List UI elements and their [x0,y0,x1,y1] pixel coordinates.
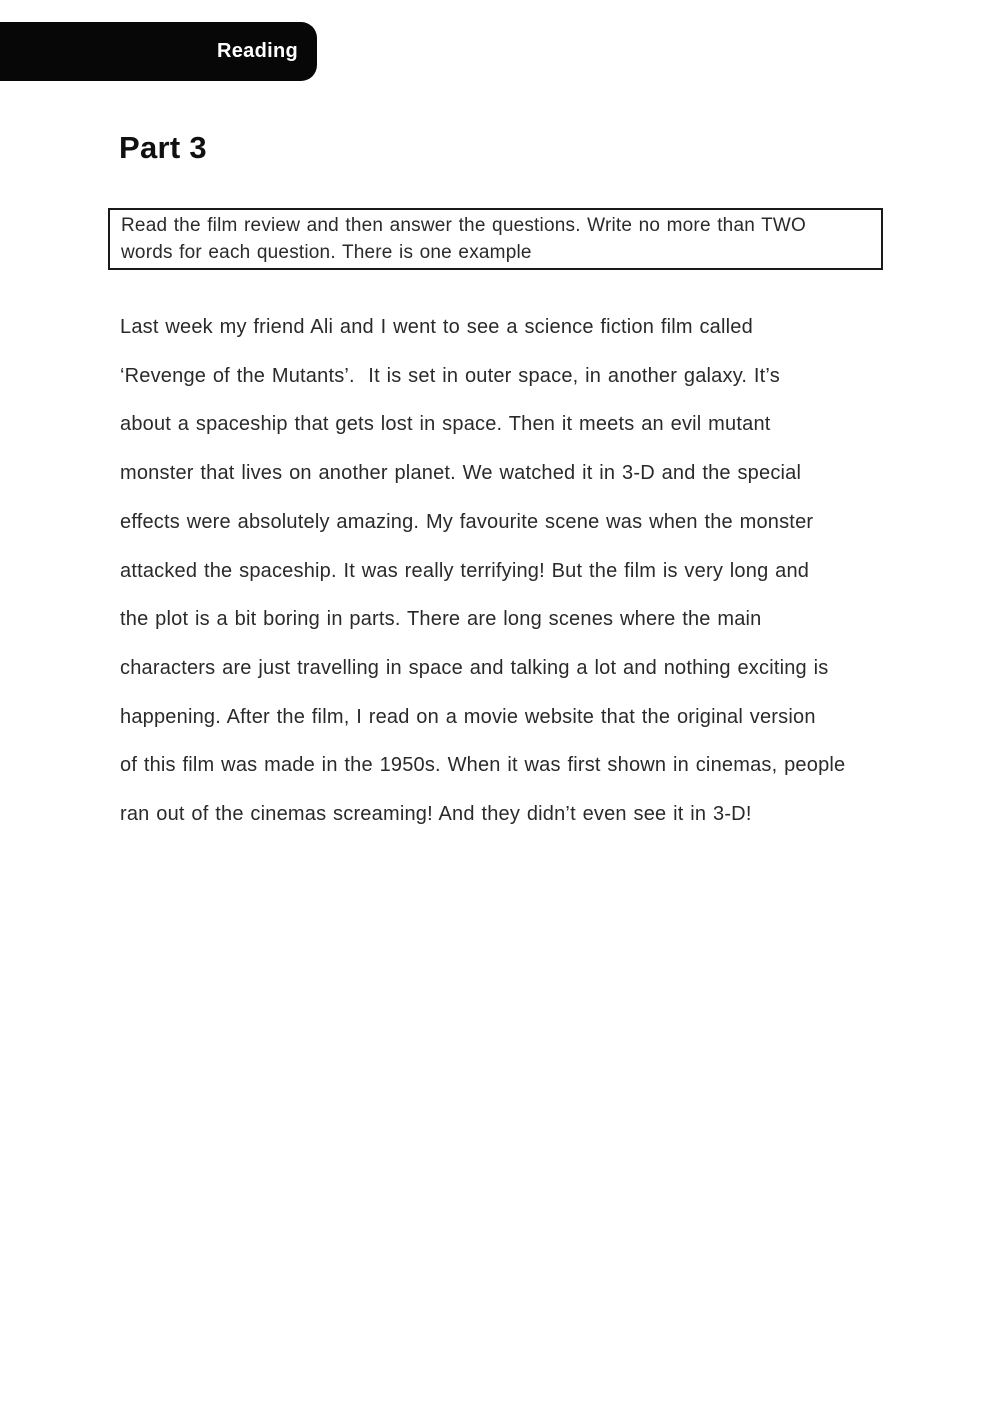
reading-section-tab [0,22,317,81]
article-line: Last week my friend Ali and I went to see a science fiction film called [120,316,753,338]
article-line: attacked the spaceship. It was really terrifying! But the film is very long and [120,559,810,582]
instruction-line: Read the film review and then answer the questions. Write no more than TWO [121,215,807,236]
page-title: Part 3 [119,130,207,165]
article-line: ran out of the cinemas screaming! And they didn’t even see it in 3-D! [120,803,752,826]
article-line: of this film was made in the 1950s. When it was first shown in cinemas, people [120,754,846,777]
article-line: ‘Revenge of the Mutants’. It is set in outer space, in another galaxy. It’s [120,364,780,387]
article-line: effects were absolutely amazing. My favourite scene was when the monster [120,510,814,533]
instructions-box [108,208,883,270]
article-line: characters are just travelling in space and talking a lot and nothing exciting is [120,656,829,679]
film-review-text [120,303,900,839]
article-line: happening. After the film, I read on a movie website that the original version [120,705,816,728]
article-line: about a spaceship that gets lost in space. Then it meets an evil mutant [120,413,771,436]
instruction-line: words for each question. There is one example [121,242,532,263]
reading-tab-label: Reading [217,40,298,62]
article-line: the plot is a bit boring in parts. There are long scenes where the main [120,608,762,631]
article-line: monster that lives on another planet. We watched it in 3-D and the special [120,462,802,485]
